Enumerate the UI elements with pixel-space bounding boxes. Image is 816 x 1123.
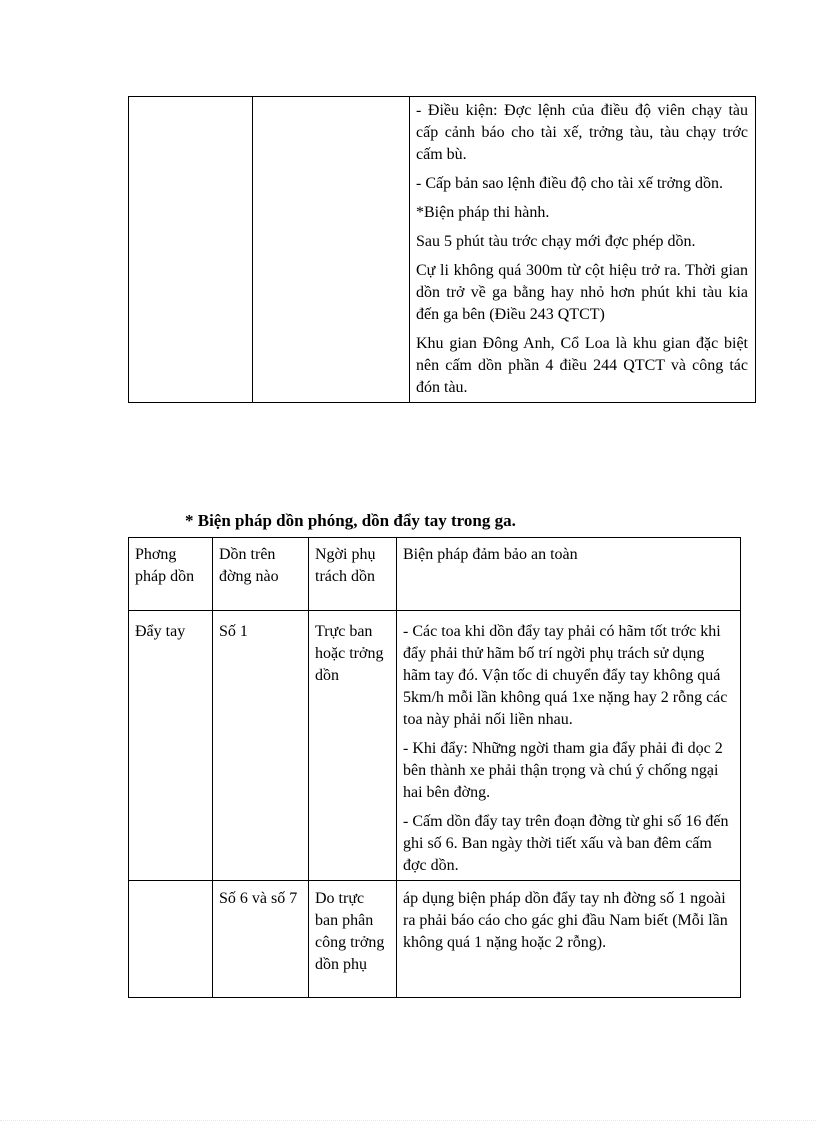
empty-cell	[253, 97, 410, 403]
header-responsible: Ngời phụ trách dồn	[309, 538, 397, 611]
header-method: Phơng pháp dồn	[129, 538, 213, 611]
cell-responsible: Do trực ban phân công trởng dồn phụ	[309, 881, 397, 998]
cell-track: Số 6 và số 7	[213, 881, 309, 998]
cell-responsible: Trực ban hoặc trởng dồn	[309, 611, 397, 881]
paragraph: Khu gian Đông Anh, Cổ Loa là khu gian đặc biệt nên cấm dồn phần 4 điều 244 QTCT và công tác đón tàu.	[416, 335, 748, 396]
cell-measures	[397, 611, 741, 881]
measure-paragraph: - Các toa khi dồn đẩy tay phải có hãm tốt trớc khi đẩy phải thử hãm bố trí ngời phụ trách sử dụng hãm tay đó. Vận tốc di chuyển đẩy tay không quá 5km/h mỗi lần không quá 1xe nặng hay 2 rỗng các toa này phải nối liền nhau.	[403, 623, 728, 728]
empty-cell	[129, 97, 253, 403]
shunting-table	[128, 537, 741, 998]
paragraph: *Biện pháp thi hành.	[416, 204, 550, 221]
measure-paragraph: - Khi đẩy: Những ngời tham gia đẩy phải đi dọc 2 bên thành xe phải thận trọng và chú ý chống ngại hai bên đờng.	[403, 740, 723, 801]
cell-method: Đẩy tay	[129, 611, 213, 881]
measures-cell	[410, 97, 756, 403]
section-heading: * Biện pháp dồn phóng, dồn đẩy tay trong ga.	[185, 511, 516, 530]
cell-measures	[397, 881, 741, 998]
continuation-table	[128, 96, 756, 403]
measure-paragraph: - Cấm dồn đẩy tay trên đoạn đờng từ ghi số 16 đến ghi số 6. Ban ngày thời tiết xấu và ban đêm cấm đợc dồn.	[403, 813, 729, 874]
paragraph: - Điều kiện: Đợc lệnh của điều độ viên chạy tàu cấp cảnh báo cho tài xế, trởng tàu, tàu chạy trớc cấm bù.	[416, 102, 748, 163]
table-header-row	[129, 538, 741, 611]
cell-track: Số 1	[213, 611, 309, 881]
table-row	[129, 881, 741, 998]
table-row	[129, 97, 756, 403]
page-footer-rule	[0, 1120, 816, 1121]
header-measures: Biện pháp đảm bảo an toàn	[397, 538, 741, 611]
paragraph: Sau 5 phút tàu trớc chạy mới đợc phép dồn.	[416, 233, 696, 250]
measure-paragraph: áp dụng biện pháp dồn đẩy tay nh đờng số 1 ngoài ra phải báo cáo cho gác ghi đầu Nam biết (Mỗi lần không quá 1 nặng hoặc 2 rỗng).	[403, 890, 728, 951]
paragraph: Cự li không quá 300m từ cột hiệu trở ra. Thời gian dồn trở về ga bằng hay nhỏ hơn phút khi tàu kia đến ga bên (Điều 243 QTCT)	[416, 262, 748, 323]
header-track: Dồn trên đờng nào	[213, 538, 309, 611]
paragraph: - Cấp bản sao lệnh điều độ cho tài xế trởng dồn.	[416, 175, 724, 192]
cell-method	[129, 881, 213, 998]
table-row	[129, 611, 741, 881]
